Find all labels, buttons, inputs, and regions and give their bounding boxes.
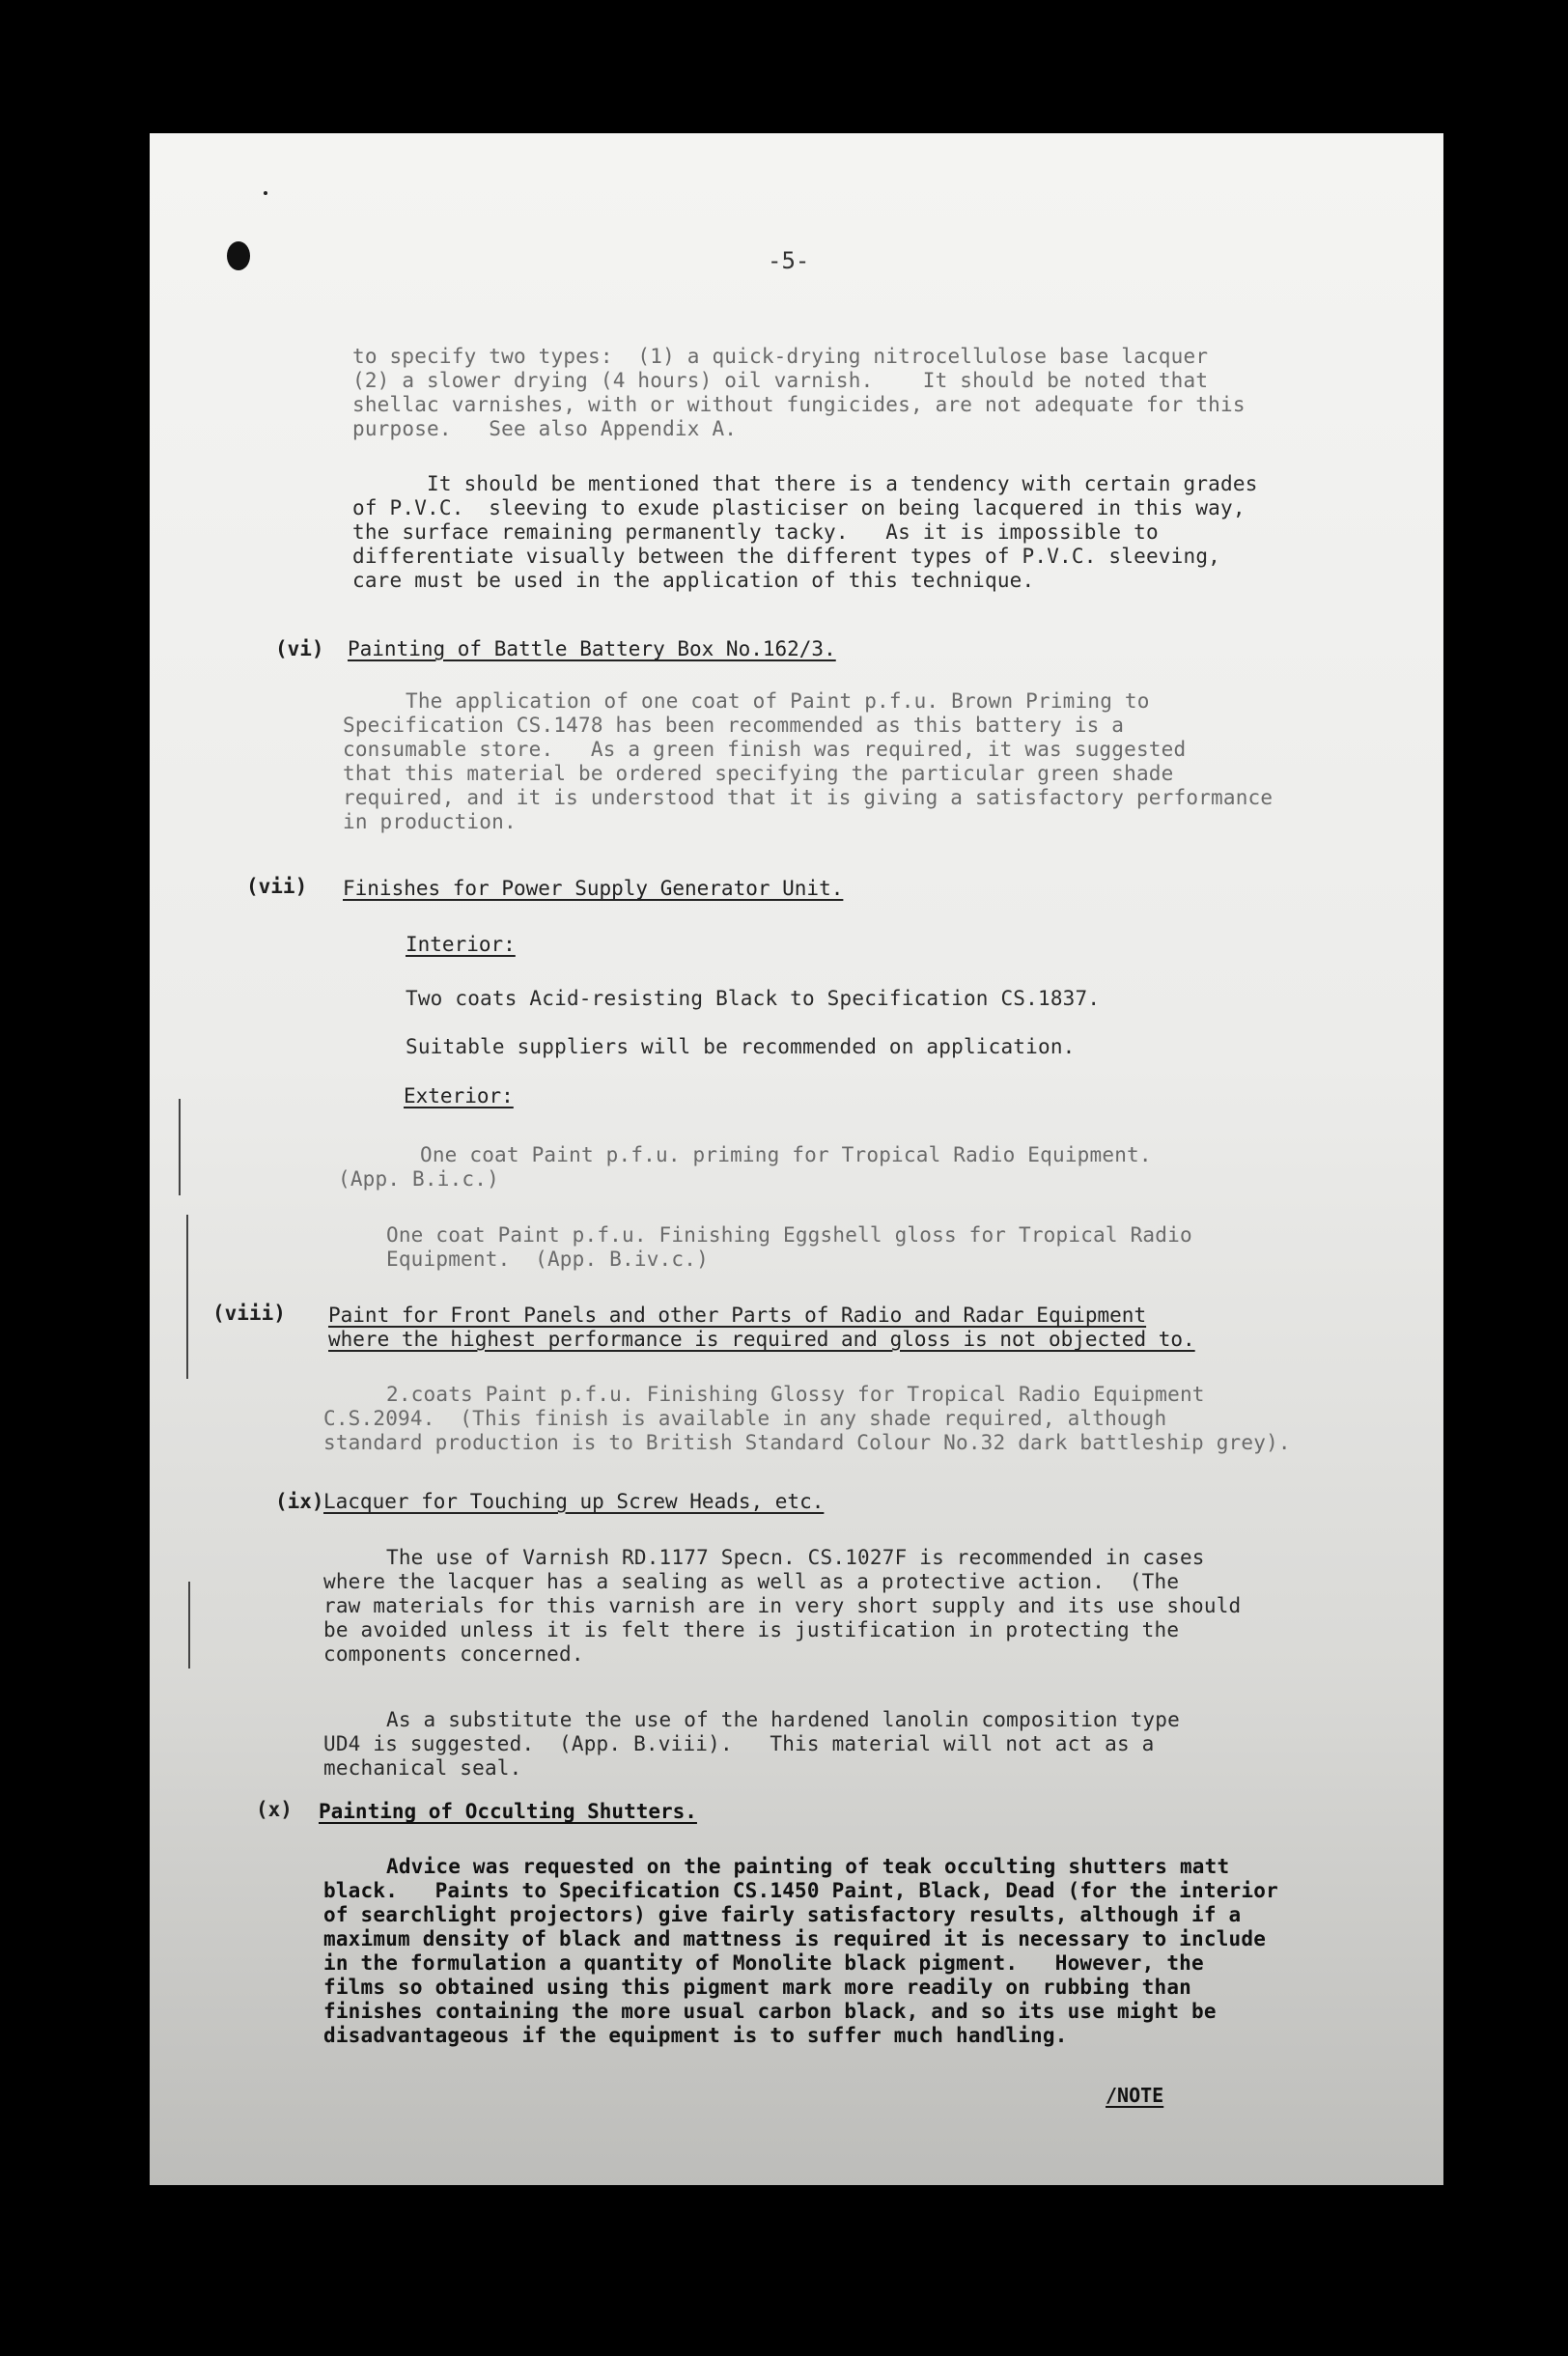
section-vi-line: consumable store. As a green finish was required, it was suggested [343,738,1187,761]
section-heading-viii: Paint for Front Panels and other Parts of Radio and Radar Equipment [328,1304,1147,1327]
section-x-line: of searchlight projectors) give fairly satisfactory results, although if a [323,1903,1242,1926]
margin-pencil-mark [186,1215,188,1379]
section-x-line: black. Paints to Specification CS.1450 Paint, Black, Dead (for the interior [323,1879,1278,1902]
section-vi-line: in production. [343,810,517,833]
section-ix-line: UD4 is suggested. (App. B.viii). This material will not act as a [323,1732,1155,1755]
section-heading-ix: Lacquer for Touching up Screw Heads, etc. [323,1490,825,1513]
section-x-line: films so obtained using this pigment mark more readily on rubbing than [323,1976,1192,1999]
margin-pencil-mark [188,1582,190,1669]
section-label-x: (x) [256,1798,293,1821]
section-x-line: maximum density of black and mattness is required it is necessary to include [323,1927,1267,1950]
pvc-line: the surface remaining permanently tacky. As it is impossible to [352,520,1159,544]
section-ix-line: As a substitute the use of the hardened lanolin composition type [386,1708,1180,1731]
intro-line: to specify two types: (1) a quick-drying nitrocellulose base lacquer [352,345,1209,368]
section-vi-line: Specification CS.1478 has been recommended as this battery is a [343,714,1125,737]
section-ix-line: raw materials for this varnish are in very short supply and its use should [323,1594,1242,1617]
section-x-line: in the formulation a quantity of Monolite black pigment. However, the [323,1951,1204,1975]
section-x-line: Advice was requested on the painting of teak occulting shutters matt [386,1855,1230,1878]
pvc-line: It should be mentioned that there is a tendency with certain grades [352,472,1258,495]
section-vi-line: The application of one coat of Paint p.f.u. Brown Priming to [406,689,1150,713]
ink-mark [264,191,267,195]
document-page [150,133,1443,2185]
pvc-line: of P.V.C. sleeving to exude plasticiser on being lacquered in this way, [352,496,1246,519]
section-heading-x: Painting of Occulting Shutters. [319,1800,697,1823]
intro-line: (2) a slower drying (4 hours) oil varnish. It should be noted that [352,369,1209,392]
exterior-line: One coat Paint p.f.u. priming for Tropical Radio Equipment. [420,1143,1152,1166]
exterior-line: Equipment. (App. B.iv.c.) [386,1248,709,1271]
section-x-line: finishes containing the more usual carbon black, and so its use might be [323,2000,1217,2023]
interior-line: Two coats Acid-resisting Black to Specification CS.1837. [406,987,1101,1010]
section-ix-line: be avoided unless it is felt there is justification in protecting the [323,1618,1180,1641]
section-x-line: disadvantageous if the equipment is to suffer much handling. [323,2024,1068,2047]
section-heading-vii: Finishes for Power Supply Generator Unit. [343,877,844,900]
interior-line: Suitable suppliers will be recommended on application. [406,1035,1076,1058]
section-viii-line: 2.coats Paint p.f.u. Finishing Glossy for Tropical Radio Equipment [386,1383,1205,1406]
section-label-ix: (ix) [275,1490,324,1513]
section-vi-line: that this material be ordered specifying the particular green shade [343,762,1174,785]
exterior-line: (App. B.i.c.) [338,1167,499,1191]
exterior-line: One coat Paint p.f.u. Finishing Eggshell gloss for Tropical Radio [386,1223,1192,1247]
pvc-line: care must be used in the application of this technique. [352,569,1035,592]
exterior-heading: Exterior: [404,1084,514,1108]
intro-line: shellac varnishes, with or without fungicides, are not adequate for this [352,393,1246,416]
section-label-vi: (vi) [275,637,324,660]
section-ix-line: where the lacquer has a sealing as well as a protective action. (The [323,1570,1180,1593]
punch-hole [227,241,250,270]
section-heading-vi: Painting of Battle Battery Box No.162/3. [348,637,836,660]
pvc-line: differentiate visually between the different types of P.V.C. sleeving, [352,545,1221,568]
section-viii-line: standard production is to British Standard Colour No.32 dark battleship grey). [323,1431,1291,1454]
section-label-viii: (viii) [212,1302,286,1325]
catchword: /NOTE [1106,2084,1164,2107]
intro-line: purpose. See also Appendix A. [352,417,738,440]
margin-pencil-mark [179,1099,181,1195]
section-viii-line: C.S.2094. (This finish is available in any shade required, although [323,1407,1167,1430]
section-ix-line: The use of Varnish RD.1177 Specn. CS.1027F is recommended in cases [386,1546,1205,1569]
page-number: -5- [768,247,810,274]
interior-heading: Interior: [406,933,516,956]
section-ix-line: components concerned. [323,1642,584,1666]
section-label-vii: (vii) [246,875,308,898]
section-ix-line: mechanical seal. [323,1756,522,1780]
section-vi-line: required, and it is understood that it is giving a satisfactory performance [343,786,1274,809]
section-heading-viii: where the highest performance is required and gloss is not objected to. [328,1328,1195,1351]
